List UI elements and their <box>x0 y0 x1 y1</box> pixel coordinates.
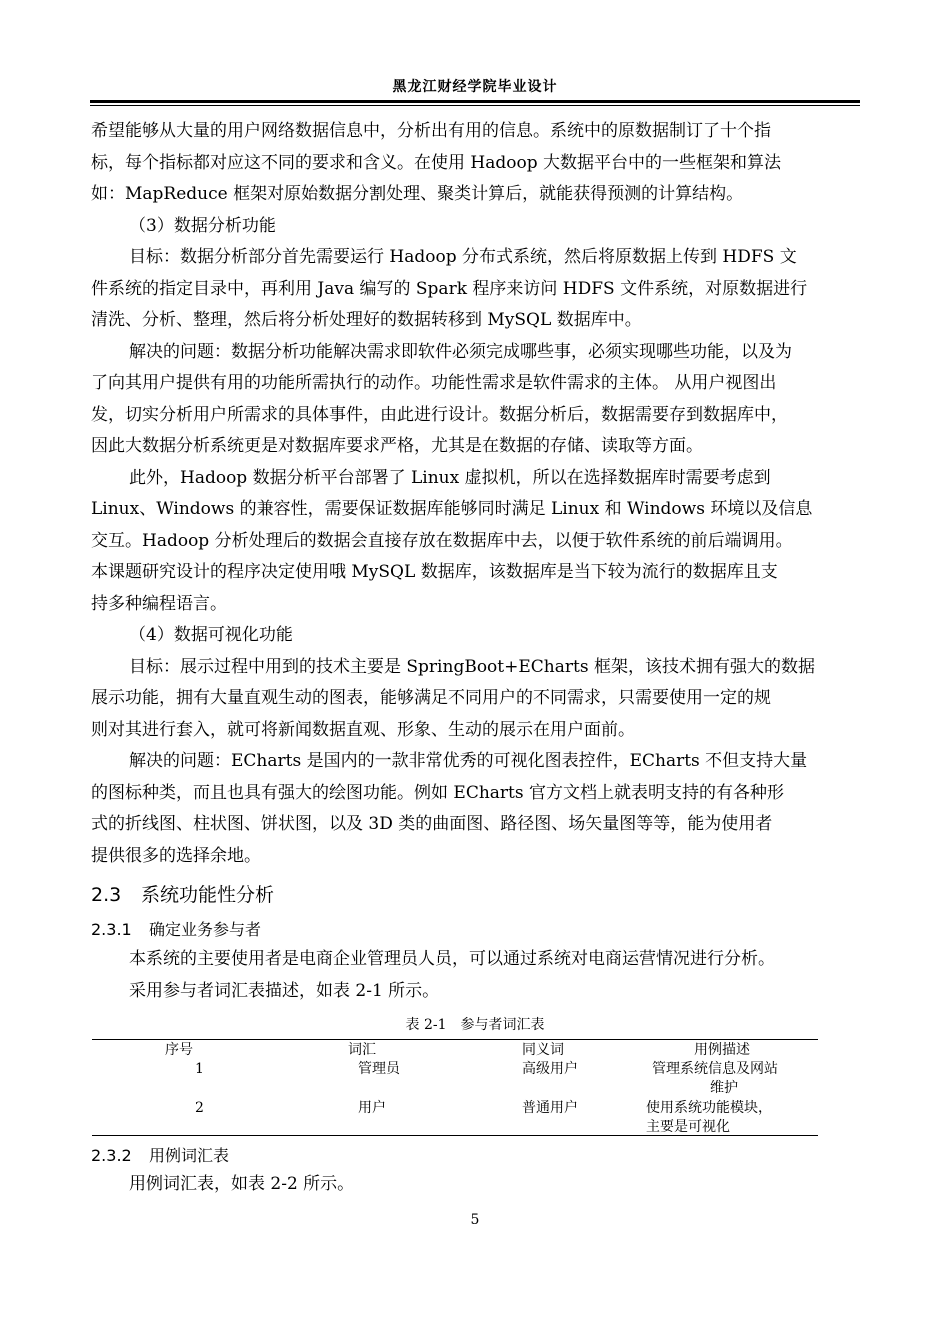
text-line: 发，切实分析用户所需求的具体事件，由此进行设计。数据分析后，数据需要存到数据库中， <box>91 404 788 425</box>
page-number: 5 <box>470 1212 480 1228</box>
table-cell-no: 1 <box>195 1061 204 1077</box>
text-line: Linux、Windows 的兼容性，需要保证数据库能够同时满足 Linux 和 Windows 环境以及信息 <box>91 499 813 519</box>
text-line: 则对其进行套入，就可将新闻数据直观、形象、生动的展示在用户面前。 <box>91 719 635 740</box>
paragraph-2-3-2 <box>91 1169 859 1201</box>
table-header-cell: 用例描述 <box>694 1042 750 1058</box>
text-line: 提供很多的选择余地。 <box>91 845 261 866</box>
table-cell-synonym: 普通用户 <box>522 1100 578 1116</box>
section-heading-2-3 <box>91 880 274 907</box>
table-cell-desc-cont: 主要是可视化 <box>646 1119 730 1135</box>
table-cell-desc: 管理系统信息及网站 <box>652 1061 778 1077</box>
text-line: 清洗、分析、整理，然后将分析处理好的数据转移到 MySQL 数据库中。 <box>91 310 642 330</box>
text-line: 解决的问题：ECharts 是国内的一款非常优秀的可视化图表控件，ECharts 不但支持大量 <box>129 751 808 771</box>
text-line: 解决的问题：数据分析功能解决需求即软件必须完成哪些事，必须实现哪些功能，以及为 <box>129 341 792 362</box>
table-cell-term: 用户 <box>358 1100 386 1116</box>
table-cell-term: 管理员 <box>358 1061 400 1077</box>
section-title: 确定业务参与者 <box>149 920 262 939</box>
paragraph-2-3-1 <box>91 944 859 1007</box>
text-line: 此外，Hadoop 数据分析平台部署了 Linux 虚拟机，所以在选择数据库时需要考虑到 <box>129 467 771 488</box>
table-caption: 表 2-1 参与者词汇表 <box>405 1017 545 1033</box>
subheading-4: （4）数据可视化功能 <box>129 625 293 645</box>
header-rule-thick <box>90 100 860 103</box>
text-line: 目标：展示过程中用到的技术主要是 SpringBoot+ECharts 框架，该技术拥有强大的数据 <box>129 656 815 677</box>
text-line: 用例词汇表，如表 2-2 所示。 <box>129 1174 355 1194</box>
text-line: 因此大数据分析系统更是对数据库要求严格，尤其是在数据的存储、读取等方面。 <box>91 436 703 456</box>
table-cell-synonym: 高级用户 <box>522 1061 578 1077</box>
text-line: 件系统的指定目录中，再利用 Java 编写的 Spark 程序来访问 HDFS 文件系统，对原数据进行 <box>91 278 808 299</box>
section-title: 系统功能性分析 <box>141 884 275 906</box>
table-cell-desc: 使用系统功能模块， <box>646 1100 772 1116</box>
text-line: 希望能够从大量的用户网络数据信息中，分析出有用的信息。系统中的原数据制订了十个指 <box>91 121 771 141</box>
table-header-cell: 序号 <box>165 1042 193 1058</box>
page-header-title: 黑龙江财经学院毕业设计 <box>392 79 558 95</box>
table-cell-no: 2 <box>195 1100 204 1116</box>
table-header-cell: 同义词 <box>522 1042 564 1058</box>
text-line: 了向其用户提供有用的功能所需执行的动作。功能性需求是软件需求的主体。 从用户视图出 <box>91 373 777 393</box>
text-line: 本系统的主要使用者是电商企业管理员人员，可以通过系统对电商运营情况进行分析。 <box>129 949 775 969</box>
text-line: 本课题研究设计的程序决定使用哦 MySQL 数据库，该数据库是当下较为流行的数据库且支 <box>91 562 778 582</box>
text-line: 目标：数据分析部分首先需要运行 Hadoop 分布式系统，然后将原数据上传到 HDFS 文 <box>129 247 797 267</box>
section-title: 用例词汇表 <box>149 1146 230 1165</box>
table-header-cell: 词汇 <box>348 1042 376 1058</box>
table-cell-desc-cont: 维护 <box>710 1080 738 1096</box>
table-bottom-rule <box>92 1135 818 1136</box>
section-number: 2.3 <box>91 884 122 906</box>
section-number: 2.3.2 <box>91 1146 132 1165</box>
text-line: 的图标种类，而且也具有强大的绘图功能。例如 ECharts 官方文档上就表明支持的有各种形 <box>91 782 784 803</box>
text-line: 持多种编程语言。 <box>91 593 227 614</box>
section-heading-2-3-2 <box>91 1143 229 1166</box>
text-line: 如：MapReduce 框架对原始数据分割处理、聚类计算后，就能获得预测的计算结构。 <box>91 184 744 204</box>
text-line: 式的折线图、柱状图、饼状图，以及 3D 类的曲面图、路径图、场矢量图等等，能为使用者 <box>91 814 773 834</box>
header-rule-thin <box>90 105 860 106</box>
subheading-3: （3）数据分析功能 <box>129 215 276 236</box>
section-heading-2-3-1 <box>91 917 261 940</box>
body-text <box>91 116 859 872</box>
text-line: 标，每个指标都对应这不同的要求和含义。在使用 Hadoop 大数据平台中的一些框架和算法 <box>91 152 782 173</box>
text-line: 交互。Hadoop 分析处理后的数据会直接存放在数据库中去，以便于软件系统的前后端调用。 <box>91 530 793 551</box>
text-line: 采用参与者词汇表描述，如表 2-1 所示。 <box>129 980 440 1001</box>
section-number: 2.3.1 <box>91 920 132 939</box>
text-line: 展示功能，拥有大量直观生动的图表，能够满足不同用户的不同需求，只需要使用一定的规 <box>91 688 771 708</box>
table-top-rule <box>92 1039 818 1040</box>
